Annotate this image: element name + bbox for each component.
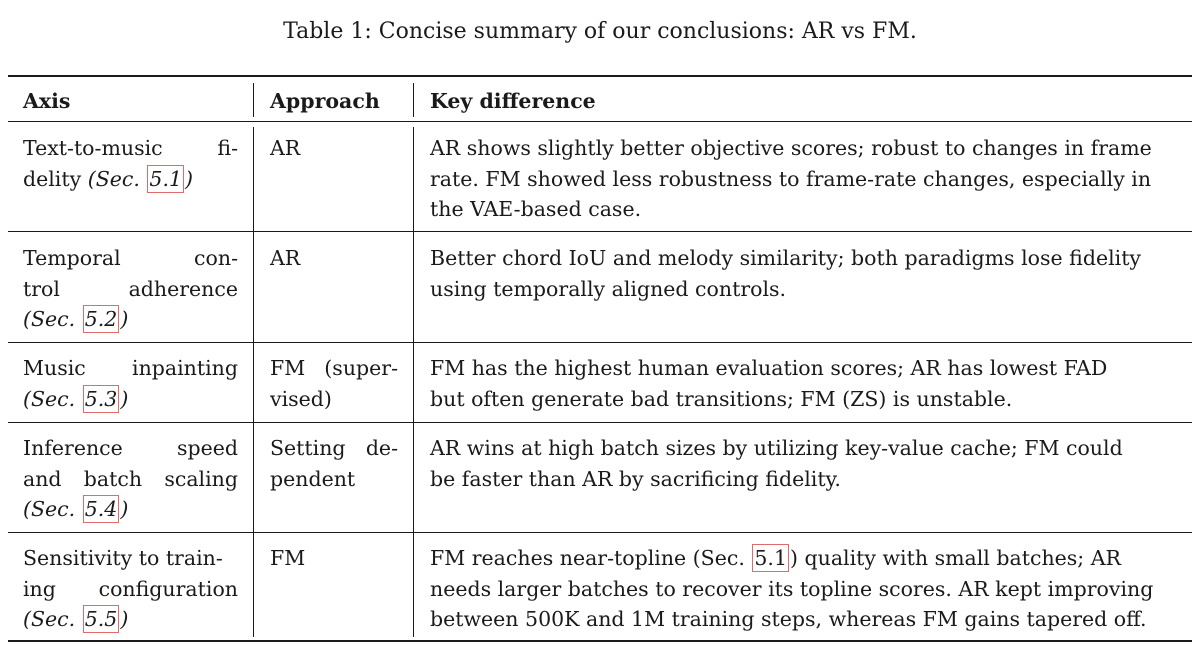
axis-word: con- xyxy=(194,246,238,270)
approach-line xyxy=(270,353,398,384)
axis-word: delity xyxy=(23,166,82,191)
axis-word: trol xyxy=(23,276,60,301)
row-rule-1 xyxy=(8,231,1192,232)
header-axis: Axis xyxy=(23,89,71,113)
section-link[interactable]: 5.4 xyxy=(84,497,118,521)
axis-line xyxy=(23,164,238,195)
section-reference: (Sec. 5.2 ) xyxy=(23,307,129,331)
table-row-difference xyxy=(430,353,1107,414)
section-reference: (Sec. 5.1 ) xyxy=(87,166,194,191)
axis-word: Text-to-music xyxy=(23,136,163,160)
table-row-axis xyxy=(23,353,238,414)
column-separator-1 xyxy=(253,127,254,637)
difference-line: needs larger batches to recover its topline scores. AR kept improving xyxy=(430,576,1154,601)
axis-word: Inference xyxy=(23,436,123,460)
header-approach: Approach xyxy=(270,89,380,113)
column-separator-2 xyxy=(413,127,414,637)
section-reference: (Sec. 5.3 ) xyxy=(23,386,129,411)
section-reference: (Sec. 5.5 ) xyxy=(23,607,129,631)
approach-word: Setting xyxy=(270,436,346,460)
bottom-rule xyxy=(8,640,1192,642)
difference-line: be faster than AR by sacrificing fidelity. xyxy=(430,466,841,491)
axis-line xyxy=(23,574,238,605)
table-row-approach xyxy=(270,133,300,164)
axis-line xyxy=(23,433,238,464)
axis-line xyxy=(23,353,238,384)
section-link[interactable]: 5.1 xyxy=(149,166,183,191)
axis-word: inpainting xyxy=(132,356,238,380)
column-separator-1 xyxy=(253,83,254,117)
approach-line xyxy=(270,433,398,464)
difference-line: Better chord IoU and melody similarity; both paradigms lose fidelity xyxy=(430,246,1142,270)
difference-line: FM reaches near-topline (Sec. 5.1 ) quality with small batches; AR xyxy=(430,546,1121,570)
axis-line xyxy=(23,464,238,495)
approach-word: de- xyxy=(365,436,398,460)
difference-line: using temporally aligned controls. xyxy=(430,276,787,301)
column-separator-2 xyxy=(413,83,414,117)
difference-line: but often generate bad transitions; FM (ZS) is unstable. xyxy=(430,386,1013,411)
table-row-difference xyxy=(430,433,1123,494)
axis-word: and xyxy=(23,466,62,491)
axis-word: fi- xyxy=(217,136,238,160)
table-row-difference xyxy=(430,543,1153,635)
row-rule-3 xyxy=(8,422,1192,423)
axis-word: speed xyxy=(176,436,238,460)
section-link[interactable]: 5.3 xyxy=(84,386,118,411)
axis-word: configuration xyxy=(98,576,238,601)
approach-word: FM xyxy=(270,356,306,380)
approach-line: AR xyxy=(270,136,301,160)
section-reference: (Sec. 5.4 ) xyxy=(23,497,129,521)
approach-word: (super- xyxy=(324,356,398,380)
header-key-difference: Key difference xyxy=(430,89,596,113)
axis-word: batch xyxy=(83,466,143,491)
top-rule xyxy=(8,75,1192,77)
table-caption: Table 1: Concise summary of our conclusions: AR vs FM. xyxy=(283,19,917,44)
difference-line: the VAE-based case. xyxy=(430,197,642,221)
header-rule xyxy=(8,121,1192,122)
table-row-axis xyxy=(23,543,238,635)
approach-line: vised) xyxy=(270,386,332,411)
table-row-difference xyxy=(430,243,1141,304)
table-row-axis xyxy=(23,433,238,525)
difference-line: between 500K and 1M training steps, whereas FM gains tapered off. xyxy=(430,607,1147,631)
row-rule-4 xyxy=(8,532,1192,533)
table-row-difference xyxy=(430,133,1152,225)
table-row-approach xyxy=(270,353,398,414)
difference-line: AR wins at high batch sizes by utilizing key-value cache; FM could xyxy=(430,436,1123,460)
table-row-approach xyxy=(270,243,300,274)
axis-word: adherence xyxy=(128,276,238,301)
axis-word: Music xyxy=(23,356,86,380)
axis-line xyxy=(23,133,238,164)
difference-line: rate. FM showed less robustness to frame-rate changes, especially in xyxy=(430,166,1152,191)
axis-line xyxy=(23,274,238,305)
axis-line: Sensitivity to train- xyxy=(23,546,223,570)
section-link[interactable]: 5.2 xyxy=(84,307,118,331)
approach-line: pendent xyxy=(270,466,356,491)
table-row-axis xyxy=(23,133,238,194)
approach-line: AR xyxy=(270,246,301,270)
table-row-approach xyxy=(270,543,305,574)
table-row-axis xyxy=(23,243,238,335)
axis-word: Temporal xyxy=(23,246,121,270)
difference-line: AR shows slightly better objective scores; robust to changes in frame xyxy=(430,136,1152,160)
table-row-approach xyxy=(270,433,398,494)
axis-word: scaling xyxy=(164,466,238,491)
approach-line: FM xyxy=(270,546,306,570)
axis-line xyxy=(23,243,238,274)
difference-line: FM has the highest human evaluation scores; AR has lowest FAD xyxy=(430,356,1108,380)
row-rule-2 xyxy=(8,342,1192,343)
axis-word: ing xyxy=(23,576,56,601)
section-link[interactable]: 5.1 xyxy=(754,546,787,570)
section-link[interactable]: 5.5 xyxy=(84,607,118,631)
